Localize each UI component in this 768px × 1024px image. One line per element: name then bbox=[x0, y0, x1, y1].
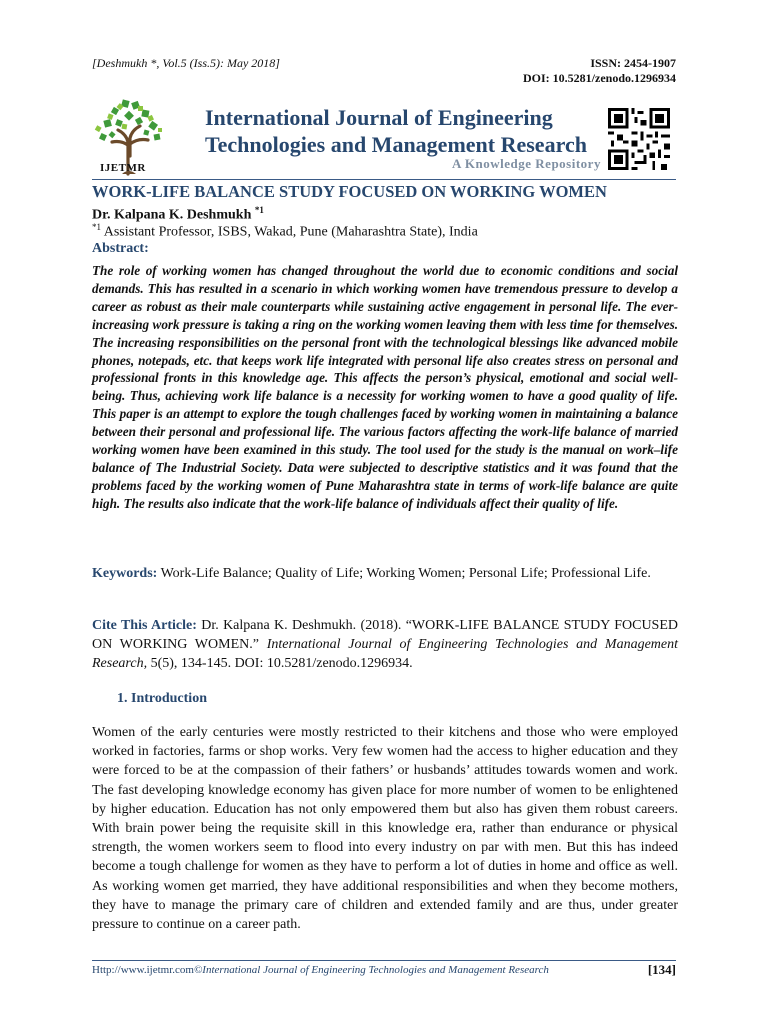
affiliation: $^{*1}$ Assistant Professor, ISBS, Wakad, Pune (Maharashtra State), India bbox=[92, 222, 478, 240]
running-header-ids bbox=[523, 56, 676, 86]
footer: Http://www.ijetmr.com©International Journal of Engineering Technologies and Management Research bbox=[92, 964, 549, 976]
footer-rule bbox=[92, 960, 676, 961]
header-rule bbox=[92, 179, 676, 180]
page-number: [134] bbox=[647, 962, 676, 977]
abstract-body: The role of working women has changed throughout the world due to economic conditions and social demands. This has resulted in a scenario in which working women have tremendous pressure to develop a career as robust as their male counterparts while sustaining active engagement in personal life. The ever-increasing work pressure is taking a ring on the working women leaving them with less time for themselves. The increasing responsibilities on the personal front with the technological blessings like advanced mobile phones, notepads, etc. that keeps work life integrated with personal life also creates stress on personal and professional fronts in this knowledge age. This affects the person’s physical, emotional and social well-being. Thus, achieving work life balance is a necessity for working women to have a good quality of life. This paper is an attempt to explore the tough challenges faced by working women in maintaining a balance between their personal and professional life. The various factors affecting the work-life balance of married working women have been examined in this study. The tool used for the study is the manual on work–life balance of The Industrial Society. Data were subjected to descriptive statistics and it was found that the problems faced by the working women of Pune Maharashtra state in terms of work-life balance are quite high. The results also indicate that the work-life balance of individuals affect their quality of life. bbox=[92, 263, 678, 511]
footer-url[interactable]: Http://www.ijetmr.com bbox=[92, 964, 194, 976]
introduction-body: Women of the early centuries were mostly restricted to their kitchens and those who were employed worked in factories, farms or shop works. Very few women had the access to higher education and they were forced to be at the compassion of their fathers’ or husbands’ attitudes towards women and work. The fast developing knowledge economy has given place for more number of women to be enlightened by higher education. Education has not only empowered them but also has given them robust careers. With brain power being the requisite skill in this knowledge era, rather than endurance or physical strength, the women workers seem to flood into every industry on par with men. But this has indeed become a tough challenge for women as they have to perform a lot of duties in home and office as well. As working women get married, they have additional responsibilities and when they become mothers, they have to manage the primary care of children and extended family and are thus, under greater pressure to continue on a career path. bbox=[92, 725, 678, 933]
abstract-heading: Abstract: bbox=[92, 241, 149, 256]
running-header-citation: [Deshmukh *, Vol.5 (Iss.5): May 2018] bbox=[92, 56, 280, 70]
keywords: Keywords: Work-Life Balance; Quality of Life; Working Women; Personal Life; Professional Life. bbox=[92, 566, 651, 581]
journal-tagline: A Knowledge Repository bbox=[452, 156, 601, 171]
issn: ISSN: 2454-1907 bbox=[590, 56, 676, 70]
paper-title: WORK-LIFE BALANCE STUDY FOCUSED ON WORKING WOMEN bbox=[92, 182, 607, 201]
citation: Cite This Article: Dr. Kalpana K. Deshmukh. (2018). “WORK-LIFE BALANCE STUDY FOCUSED ON WORKING WOMEN.” International Journal of Engineering Technologies and Management Research, 5(5), 134-145. DOI: 10.5281/zenodo.1296934. bbox=[92, 618, 678, 671]
journal-title: International Journal of Engineering Technologies and Management Research bbox=[205, 105, 587, 157]
journal-abbrev: IJETMR bbox=[100, 162, 146, 174]
qr-code-icon bbox=[608, 108, 670, 170]
author: Dr. Kalpana K. Deshmukh $^{*1}$ bbox=[92, 205, 264, 223]
section-heading: 1. Introduction bbox=[117, 691, 207, 706]
doi: DOI: 10.5281/zenodo.1296934 bbox=[523, 71, 676, 85]
